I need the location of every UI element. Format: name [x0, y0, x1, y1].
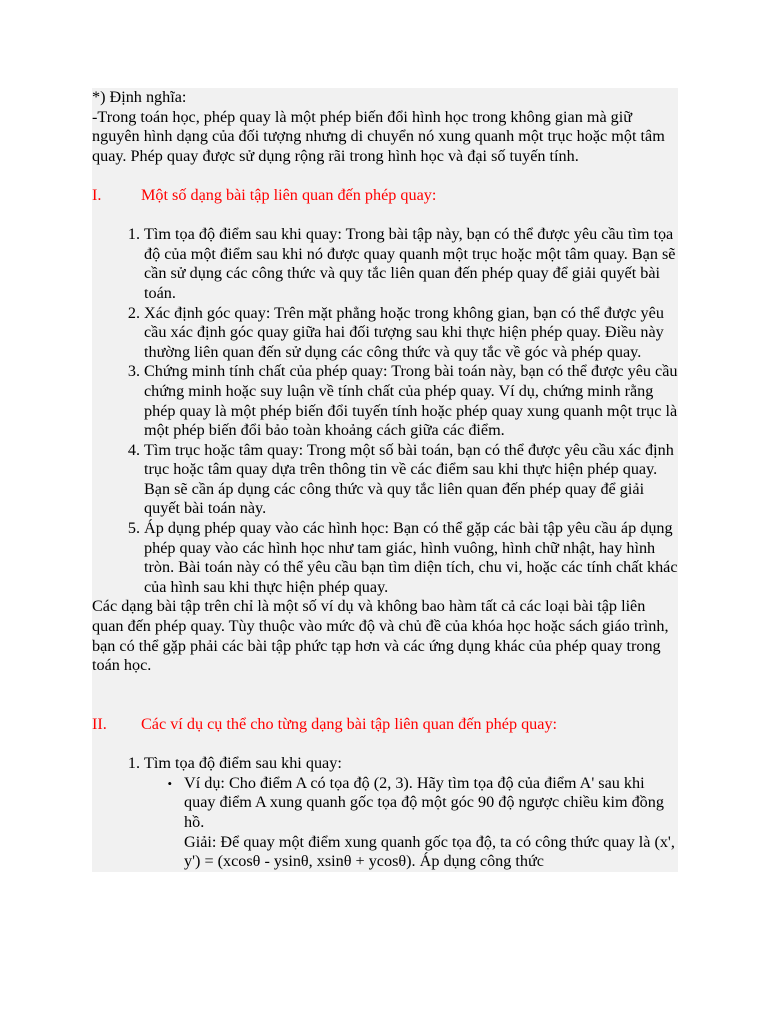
example-list: [92, 754, 678, 774]
list-number: 3.: [127, 362, 140, 381]
list-item: [92, 519, 678, 597]
list-item-text: Tìm tọa độ điểm sau khi quay:: [144, 754, 342, 773]
list-number: 2.: [127, 303, 140, 322]
section-number: I.: [92, 185, 102, 204]
example-bullet-item: [92, 774, 678, 872]
example-text: Ví dụ: Cho điểm A có tọa độ (2, 3). Hãy tìm tọa độ của điểm A' sau khi quay điểm A xung quanh gốc tọa độ một góc 90 độ ngược chiều kim đồng hồ.: [184, 773, 664, 831]
section-title: Một số dạng bài tập liên quan đến phép quay:: [141, 185, 437, 204]
bullet-icon: •: [167, 775, 172, 791]
section-number: II.: [92, 715, 107, 733]
list-item-text: Áp dụng phép quay vào các hình học: Bạn có thể gặp các bài tập yêu cầu áp dụng phép quay vào các hình học như tam giác, hình vuông, hình chữ nhật, hay hình tròn. Bài toán này có thể yêu cầu bạn tìm diện tích, chu vi, hoặc các tính chất khác của hình sau khi thực hiện phép quay.: [144, 519, 678, 596]
section-heading-2: [92, 715, 678, 735]
spacer: [92, 695, 678, 715]
list-item-text: Xác định góc quay: Trên mặt phẳng hoặc trong không gian, bạn có thể được yêu cầu xác định góc quay giữa hai đối tượng sau khi thực hiện phép quay. Điều này thường liên quan đến sử dụng các công thức và quy tắc về góc và phép quay.: [144, 303, 664, 361]
list-item-text: Tìm tọa độ điểm sau khi quay: Trong bài tập này, bạn có thể được yêu cầu tìm tọa độ của một điểm sau khi nó được quay quanh một trục hoặc một tâm quay. Bạn sẽ cần sử dụng các công thức và quy tắc liên quan đến phép quay để giải quyết bài toán.: [144, 225, 676, 302]
document-body: [92, 88, 678, 872]
definition-heading: *) Định nghĩa:: [92, 88, 678, 108]
list-item: [92, 362, 678, 440]
spacer: [92, 735, 678, 755]
list-item: [92, 441, 678, 519]
list-number: 1.: [127, 754, 140, 773]
list-item-text: Tìm trục hoặc tâm quay: Trong một số bài toán, bạn có thể được yêu cầu xác định trục hoặc tâm quay dựa trên thông tin về các điểm sau khi thực hiện phép quay. Bạn sẽ cần áp dụng các công thức và quy tắc liên quan đến phép quay để giải quyết bài toán này.: [144, 440, 674, 518]
spacer: [92, 166, 678, 186]
closing-paragraph: Các dạng bài tập trên chỉ là một số ví dụ và không bao hàm tất cả các loại bài tập liên quan đến phép quay. Tùy thuộc vào mức độ và chủ đề của khóa học hoặc sách giáo trình, bạn có thể gặp phải các bài tập phức tạp hơn và các ứng dụng khác của phép quay trong toán học.: [92, 597, 678, 675]
section-title: Các ví dụ cụ thể cho từng dạng bài tập liên quan đến phép quay:: [141, 715, 558, 733]
solution-text: Giải: Để quay một điểm xung quanh gốc tọa độ, ta có công thức quay là (x', y') = (xcosθ - ysinθ, xsinθ + ycosθ). Áp dụng công thức: [184, 832, 675, 871]
list-number: 1.: [127, 225, 140, 244]
exercise-type-list: [92, 225, 678, 597]
list-item: [92, 754, 678, 774]
definition-paragraph: -Trong toán học, phép quay là một phép biến đổi hình học trong không gian mà giữ nguyên hình dạng của đối tượng nhưng di chuyển nó xung quanh một trục hoặc một tâm quay. Phép quay được sử dụng rộng rãi trong hình học và đại số tuyến tính.: [92, 108, 678, 167]
spacer: [92, 206, 678, 226]
list-item-text: Chứng minh tính chất của phép quay: Trong bài toán này, bạn có thể được yêu cầu chứng minh hoặc suy luận về tính chất của phép quay. Ví dụ, chứng minh rằng phép quay là một phép biến đổi tuyến tính hoặc phép quay xung quanh một trục là một phép biến đổi bảo toàn khoảng cách giữa các điểm.: [144, 362, 678, 440]
section-heading-1: [92, 186, 678, 206]
list-item: [92, 304, 678, 363]
list-number: 4.: [127, 440, 140, 459]
list-item: [92, 225, 678, 303]
spacer: [92, 676, 678, 696]
list-number: 5.: [127, 519, 140, 538]
